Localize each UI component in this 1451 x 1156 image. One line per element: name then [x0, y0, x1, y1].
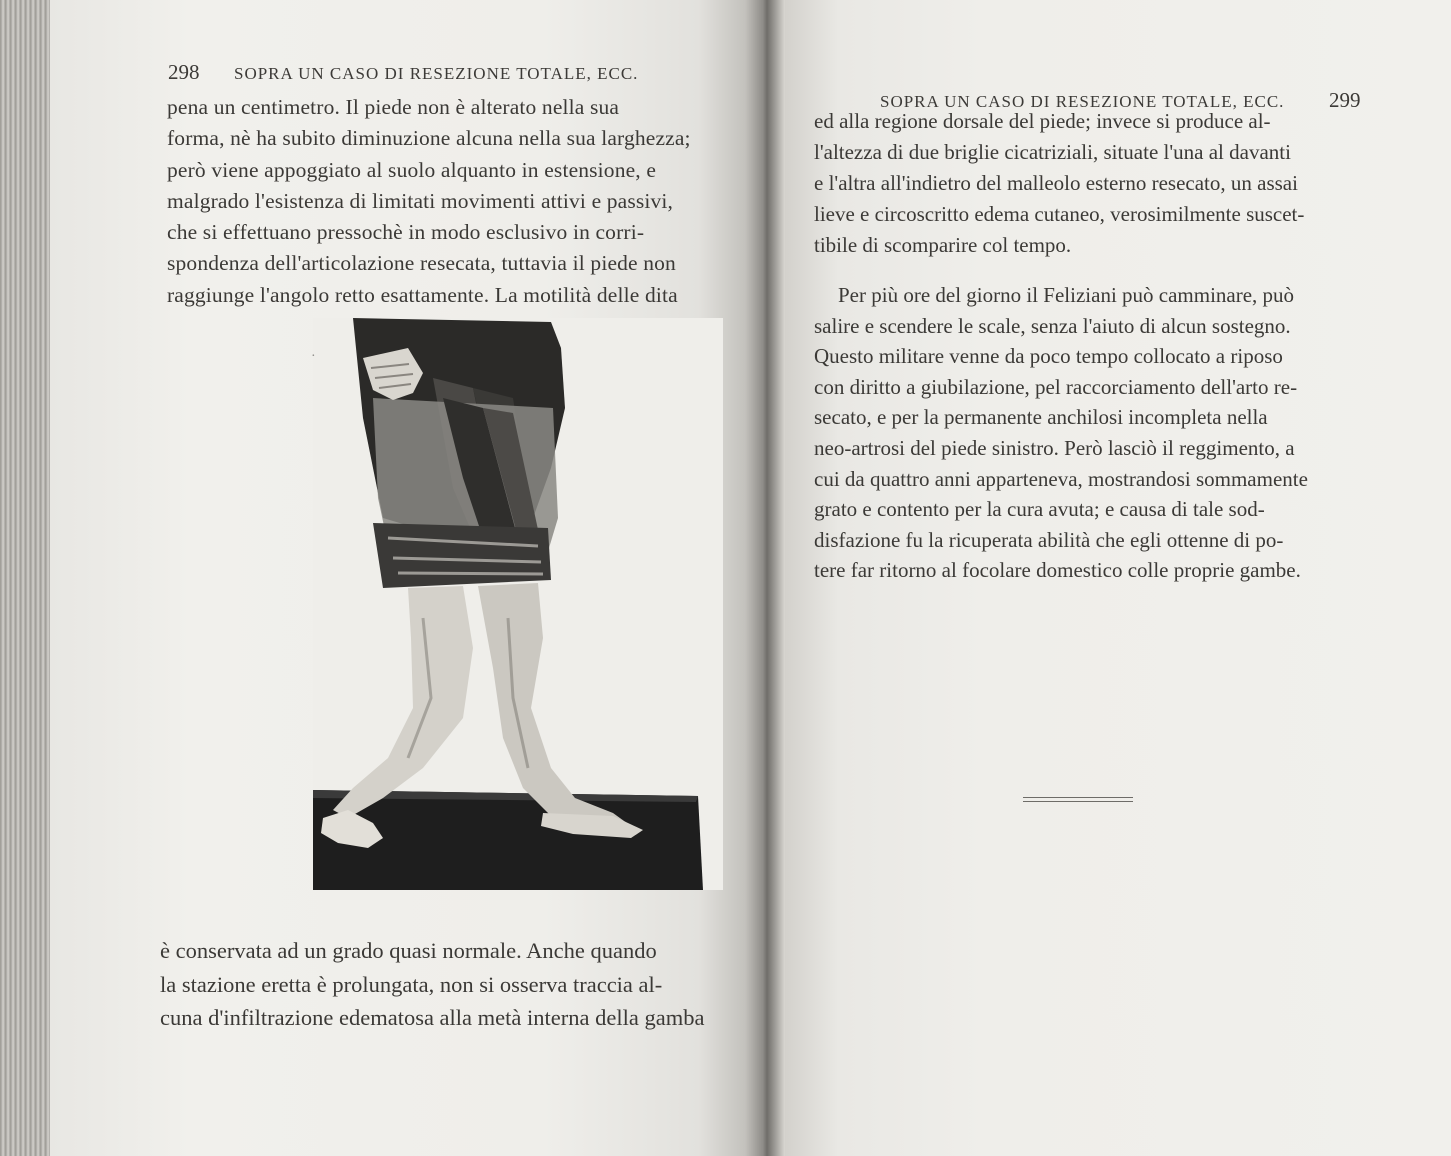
text-line: con diritto a giubilazione, pel raccorciamento dell'arto re-	[814, 374, 1298, 399]
left-running-title: SOPRA UN CASO DI RESEZIONE TOTALE, ECC.	[234, 64, 639, 83]
text-line: Questo militare venne da poco tempo collocato a riposo	[814, 344, 1283, 369]
text-line: è conservata ad un grado quasi normale. Anche quando	[160, 938, 657, 963]
text-line: grato e contento per la cura avuta; e causa di tale sod-	[814, 497, 1265, 522]
text-line: l'altezza di due briglie cicatriziali, situate l'una al davanti	[814, 140, 1291, 164]
text-line: disfazione fu la ricuperata abilità che egli ottenne di po-	[814, 527, 1284, 552]
book-gutter	[745, 0, 785, 1156]
text-line: tibile di scomparire col tempo.	[814, 233, 1072, 257]
text-line: però viene appoggiato al suolo alquanto in estensione, e	[167, 157, 657, 182]
left-paragraph-bottom	[160, 934, 704, 1035]
text-line: raggiunge l'angolo retto esattamente. La motilità delle dita	[167, 282, 678, 307]
right-paragraph-2	[814, 280, 1308, 586]
text-line: che si effettuano pressochè in modo esclusivo in corri-	[167, 220, 645, 245]
text-line: cuna d'infiltrazione edematosa alla metà interna della gamba	[160, 1005, 705, 1030]
text-line: tere far ritorno al focolare domestico colle proprie gambe.	[814, 558, 1301, 583]
left-page-number: 298	[168, 60, 200, 84]
text-line: forma, nè ha subito diminuzione alcuna nella sua larghezza;	[167, 126, 691, 151]
book-edge-left	[0, 0, 50, 1156]
text-line: malgrado l'esistenza di limitati movimenti attivi e passivi,	[167, 188, 674, 213]
text-line: pena un centimetro. Il piede non è alterato nella sua	[167, 95, 620, 119]
end-rule	[1023, 797, 1133, 798]
photograph-icon	[313, 318, 723, 890]
left-running-head	[168, 60, 638, 85]
text-line: e l'altra all'indietro del malleolo esterno resecato, un assai	[814, 171, 1298, 195]
right-running-title: SOPRA UN CASO DI RESEZIONE TOTALE, ECC.	[880, 92, 1285, 111]
text-line: neo-artrosi del piede sinistro. Però lasciò il reggimento, a	[814, 435, 1295, 460]
text-line: Per più ore del giorno il Feliziani può camminare, può	[838, 283, 1295, 307]
text-line: secato, e per la permanente anchilosi incompleta nella	[814, 405, 1268, 430]
text-line: cui da quattro anni apparteneva, mostrandosi sommamente	[814, 466, 1308, 491]
patient-legs-photograph	[313, 318, 723, 890]
svg-text:·: ·	[311, 349, 316, 364]
end-rule	[1023, 801, 1133, 802]
text-line: la stazione eretta è prolungata, non si osserva traccia al-	[160, 971, 663, 997]
right-page-number: 299	[1328, 88, 1361, 112]
left-paragraph-top	[167, 92, 691, 311]
text-line: lieve e circoscritto edema cutaneo, verosimilmente suscet-	[814, 202, 1305, 226]
text-line: ed alla regione dorsale del piede; invece si produce al-	[814, 109, 1271, 133]
text-line: spondenza dell'articolazione resecata, tuttavia il piede non	[167, 251, 676, 276]
text-line: salire e scendere le scale, senza l'aiuto di alcun sostegno.	[814, 313, 1291, 338]
right-paragraph-1	[814, 106, 1304, 261]
